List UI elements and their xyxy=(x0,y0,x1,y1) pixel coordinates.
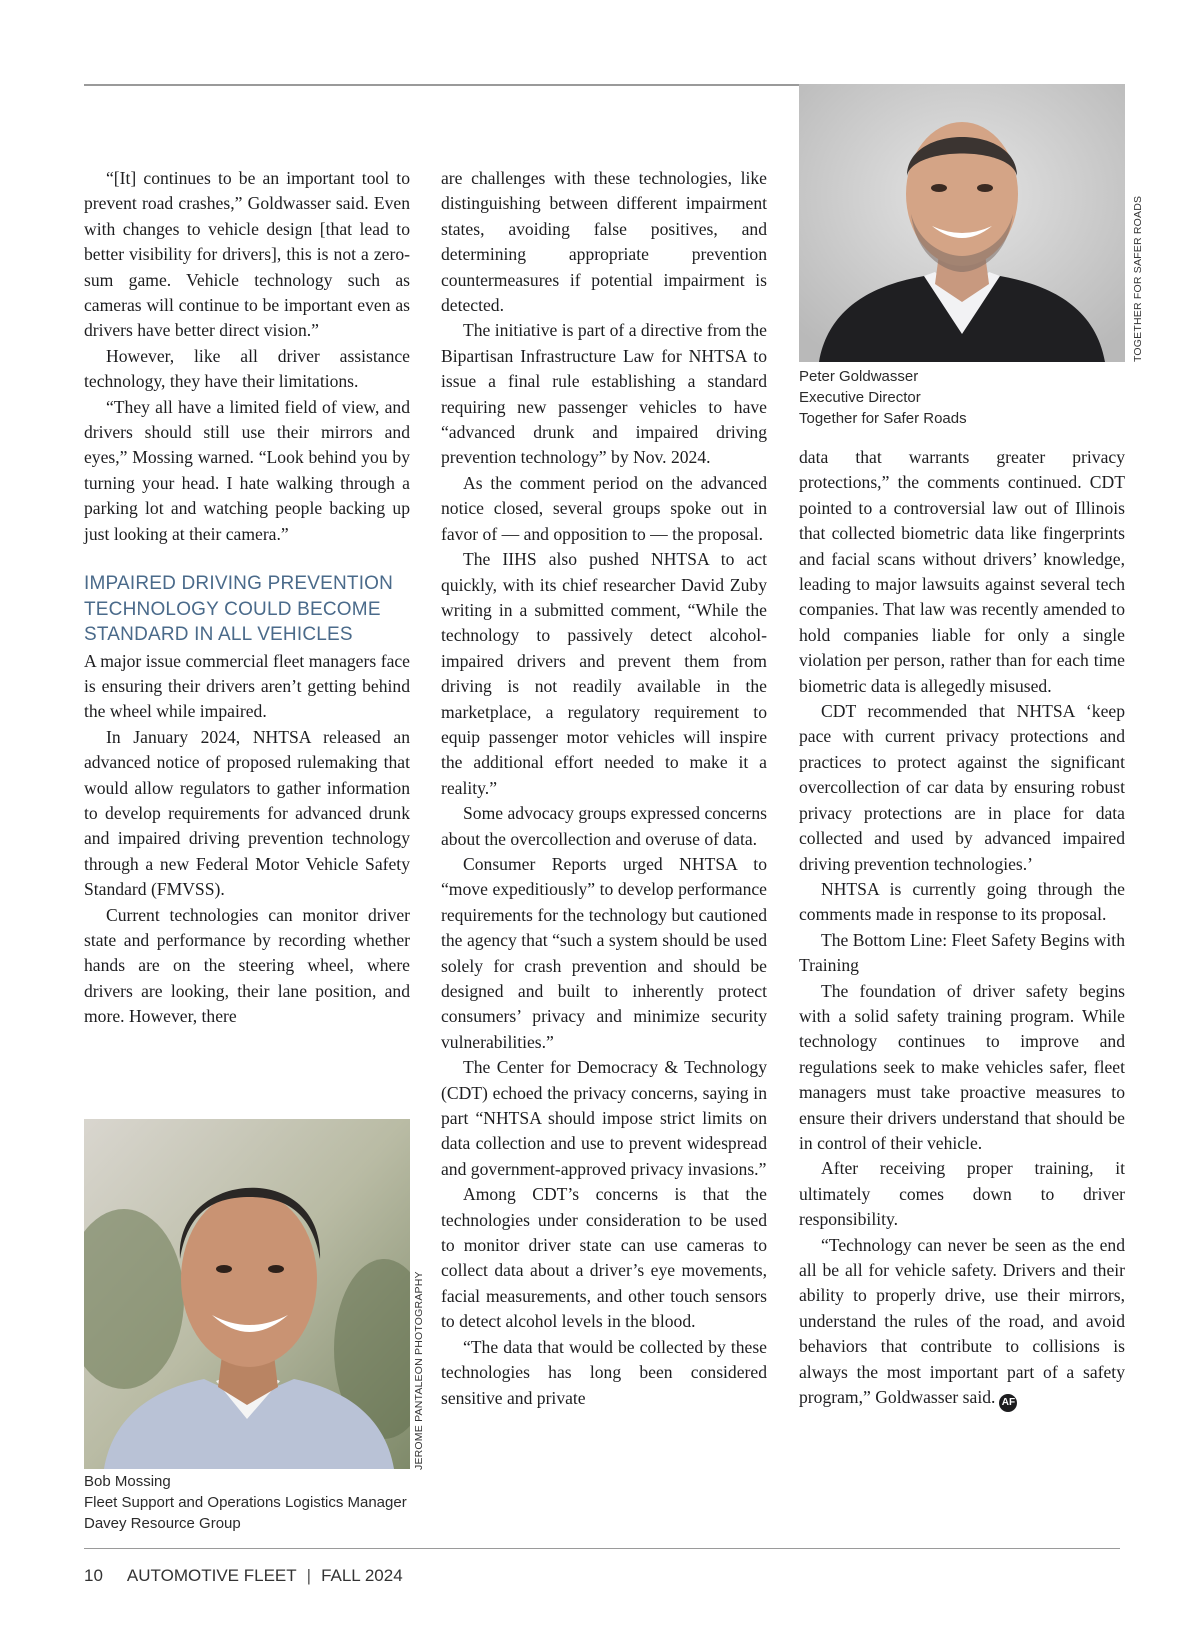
paragraph: “They all have a limited field of view, and drivers should still use their mirrors and eyes,” Mossing warned. “Look behind you by turning your head. I hate walking through a parking lot and watching people backing up just looking at their camera.” xyxy=(84,396,410,544)
section-subheading: IMPAIRED DRIVING PREVENTION TECHNOLOGY COULD BECOME STANDARD IN ALL VEHICLES xyxy=(84,573,394,646)
photo-caption-bob xyxy=(84,1471,414,1534)
article-column-1 xyxy=(84,166,410,1030)
portrait-photo-peter-goldwasser xyxy=(799,84,1125,362)
caption-title: Executive Director xyxy=(799,389,921,406)
paragraph-text: “Technology can never be seen as the end all be all for vehicle safety. Drivers and their ability to properly drive, use their mirrors, understand the rules of the road, and avoid behaviors that contribute to collisions is always the most important part of a safety program,” Goldwasser said. xyxy=(799,1234,1125,1408)
portrait-photo-bob-mossing xyxy=(84,1119,410,1469)
caption-name: Bob Mossing xyxy=(84,1473,171,1490)
photo-caption-peter xyxy=(799,366,1125,429)
caption-organization: Together for Safer Roads xyxy=(799,410,967,427)
paragraph-final xyxy=(799,1233,1125,1412)
paragraph: A major issue commercial fleet managers face is ensuring their drivers aren’t getting behind the wheel while impaired. xyxy=(84,650,410,722)
paragraph: Consumer Reports urged NHTSA to “move expeditiously” to develop performance requirements for the technology but cautioned the agency that “such a system should be used solely for crash prevention and should be designed and built to inherently protect consumers’ privacy and minimize security vulnerabilities.” xyxy=(441,853,767,1052)
paragraph: The Bottom Line: Fleet Safety Begins with Training xyxy=(799,929,1125,976)
top-rule xyxy=(84,84,800,86)
paragraph: The foundation of driver safety begins with a solid safety training program. While technology continues to improve and regulations seek to make vehicles safer, fleet managers must take proactive measures to ensure their drivers understand that should be in control of their vehicle. xyxy=(799,980,1125,1153)
paragraph: However, like all driver assistance technology, they have their limitations. xyxy=(84,345,410,392)
paragraph: After receiving proper training, it ultimately comes down to driver responsibility. xyxy=(799,1158,1125,1230)
paragraph: The initiative is part of a directive from the Bipartisan Infrastructure Law for NHTSA to issue a final rule establishing a standard requiring new passenger vehicles to have “advanced drunk and impaired driving prevention technology” by Nov. 2024. xyxy=(441,320,767,468)
photo-credit-peter: TOGETHER FOR SAFER ROADS xyxy=(1132,195,1144,362)
page-footer xyxy=(84,1566,403,1586)
portrait-illustration xyxy=(799,84,1125,362)
paragraph: CDT recommended that NHTSA ‘keep pace with current privacy protections and practices to protect against the significant overcollection of car data by ensuring robust privacy protections are in place for data collected and used by advanced impaired driving prevention technologies.’ xyxy=(799,701,1125,874)
article-column-2 xyxy=(441,166,767,1411)
photo-credit-bob: JEROME PANTALEON PHOTOGRAPHY xyxy=(413,1271,425,1470)
paragraph: “The data that would be collected by these technologies has long been considered sensitive and private xyxy=(441,1336,767,1408)
paragraph: Some advocacy groups expressed concerns about the overcollection and overuse of data. xyxy=(441,803,767,849)
caption-organization: Davey Resource Group xyxy=(84,1515,241,1532)
paragraph: are challenges with these technologies, like distinguishing between different impairment states, avoiding false positives, and determining appropriate prevention countermeasures if potential impairment is detected. xyxy=(441,168,767,316)
paragraph: “[It] continues to be an important tool to prevent road crashes,” Goldwasser said. Even with changes to vehicle design [that lead to better visibility for drivers], this is not a zero-sum game. Vehicle technology such as cameras will continue to be important even as drivers have better direct vision.” xyxy=(84,168,410,341)
caption-title: Fleet Support and Operations Logistics Manager xyxy=(84,1494,407,1511)
article-column-3 xyxy=(799,445,1125,1412)
caption-name: Peter Goldwasser xyxy=(799,368,919,385)
paragraph: The Center for Democracy & Technology (CDT) echoed the privacy concerns, saying in part “NHTSA should impose strict limits on data collection and use to prevent widespread and government-approved privacy invasions.” xyxy=(441,1057,767,1179)
end-of-article-icon: AF xyxy=(999,1394,1017,1412)
paragraph: In January 2024, NHTSA released an advanced notice of proposed rulemaking that would allow regulators to gather information to develop requirements for advanced drunk and impaired driving prevention technology through a new Federal Motor Vehicle Safety Standard (FMVSS). xyxy=(84,726,410,900)
paragraph: As the comment period on the advanced notice closed, several groups spoke out in favor of — and opposition to — the proposal. xyxy=(441,472,767,544)
page-number: 10 xyxy=(84,1566,103,1585)
issue-label: FALL 2024 xyxy=(321,1566,403,1585)
bottom-rule xyxy=(84,1548,1120,1549)
paragraph: NHTSA is currently going through the comments made in response to its proposal. xyxy=(799,878,1125,925)
portrait-illustration xyxy=(84,1119,410,1469)
footer-separator: | xyxy=(306,1566,312,1585)
paragraph: data that warrants greater privacy protections,” the comments continued. CDT pointed to a controversial law out of Illinois that collected biometric data like fingerprints and facial scans without drivers’ knowledge, leading to major lawsuits against several tech companies. That law was recently amended to hold companies liable for only a single violation per person, rather than for each time biometric data is allegedly misused. xyxy=(799,447,1125,696)
publication-name: AUTOMOTIVE FLEET xyxy=(126,1566,297,1585)
paragraph: Among CDT’s concerns is that the technologies under consideration to be used to monitor driver state can use cameras to collect data about a driver’s eye movements, facial measurements, and other touch sensors to detect alcohol levels in the blood. xyxy=(441,1184,767,1332)
paragraph: Current technologies can monitor driver state and performance by recording whether hands are on the steering wheel, where drivers are looking, their lane position, and more. However, there xyxy=(84,904,410,1027)
paragraph: The IIHS also pushed NHTSA to act quickly, with its chief researcher David Zuby writing in a submitted comment, “While the technology to passively detect alcohol-impaired drivers and prevent them from driving is not readily available in the marketplace, a regulatory requirement to equip passenger motor vehicles will inspire the additional effort needed to make it a reality.” xyxy=(441,549,767,798)
